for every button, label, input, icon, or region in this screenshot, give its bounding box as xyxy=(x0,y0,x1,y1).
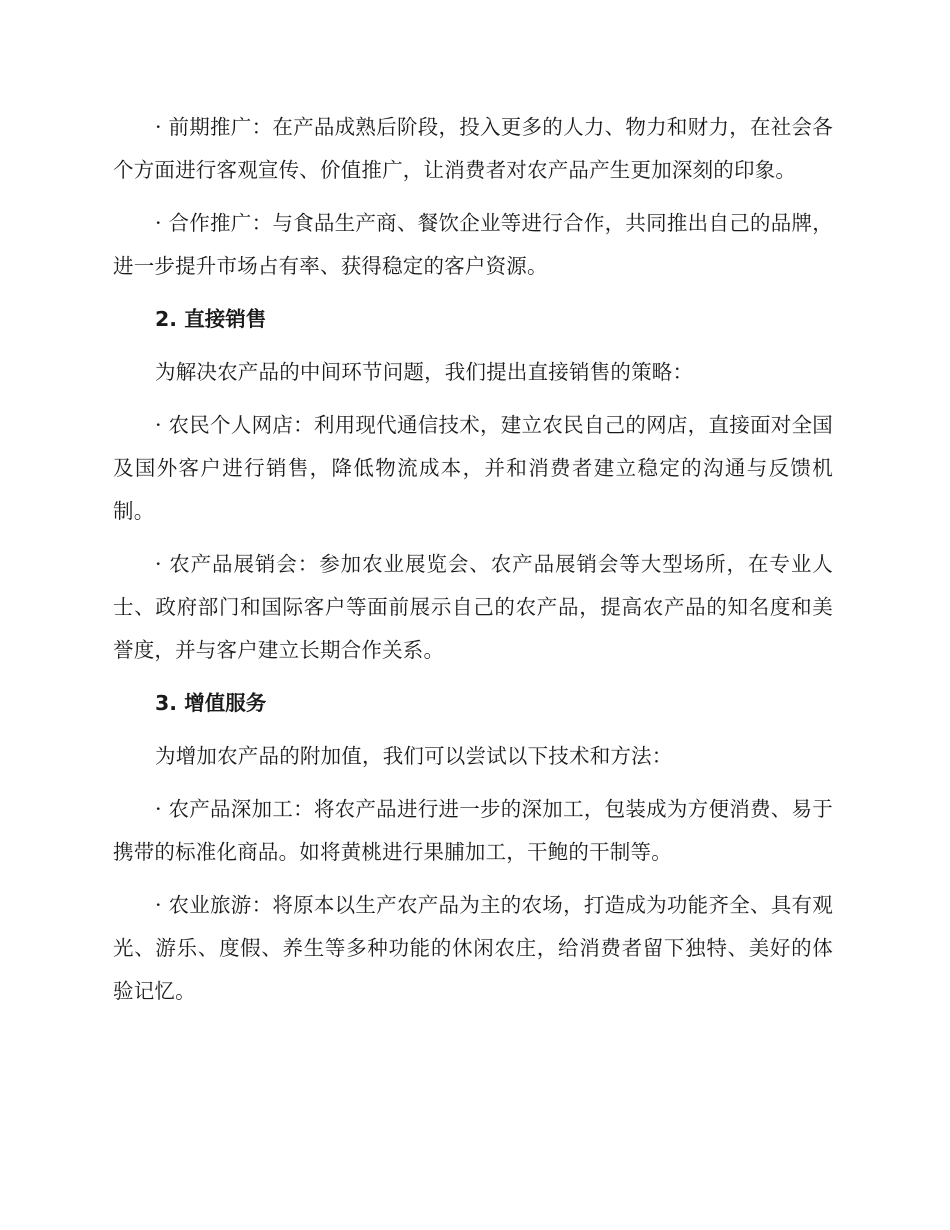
paragraph-deep-processing: · 农产品深加工：将农产品进行进一步的深加工，包装成为方便消费、易于携带的标准化商品。如将黄桃进行果脯加工，干鲍的干制等。 xyxy=(113,797,833,864)
heading-value-added-services: 3. 增值服务 xyxy=(155,691,267,715)
paragraph-agri-tourism: · 农业旅游：将原本以生产农产品为主的农场，打造成为功能齐全、具有观光、游乐、度假、养生等多种功能的休闲农庄，给消费者留下独特、美好的体验记忆。 xyxy=(113,893,833,1003)
heading-direct-sales: 2. 直接销售 xyxy=(155,307,267,331)
paragraph-value-added-intro: 为增加农产品的附加值，我们可以尝试以下技术和方法： xyxy=(155,744,673,768)
paragraph-early-promotion: · 前期推广：在产品成熟后阶段，投入更多的人力、物力和财力，在社会各个方面进行客观宣传、价值推广，让消费者对农产品产生更加深刻的印象。 xyxy=(113,115,833,182)
paragraph-direct-sales-intro: 为解决农产品的中间环节问题，我们提出直接销售的策略： xyxy=(155,360,694,384)
paragraph-product-exhibition: · 农产品展销会：参加农业展览会、农产品展销会等大型场所，在专业人士、政府部门和国际客户等面前展示自己的农产品，提高农产品的知名度和美誉度，并与客户建立长期合作关系。 xyxy=(113,552,833,662)
paragraph-farmer-online-store: · 农民个人网店：利用现代通信技术，建立农民自己的网店，直接面对全国及国外客户进行销售，降低物流成本，并和消费者建立稳定的沟通与反馈机制。 xyxy=(113,413,833,523)
paragraph-cooperative-promotion: · 合作推广：与食品生产商、餐饮企业等进行合作，共同推出自己的品牌，进一步提升市场占有率、获得稳定的客户资源。 xyxy=(113,211,833,278)
document-body xyxy=(113,106,833,1023)
